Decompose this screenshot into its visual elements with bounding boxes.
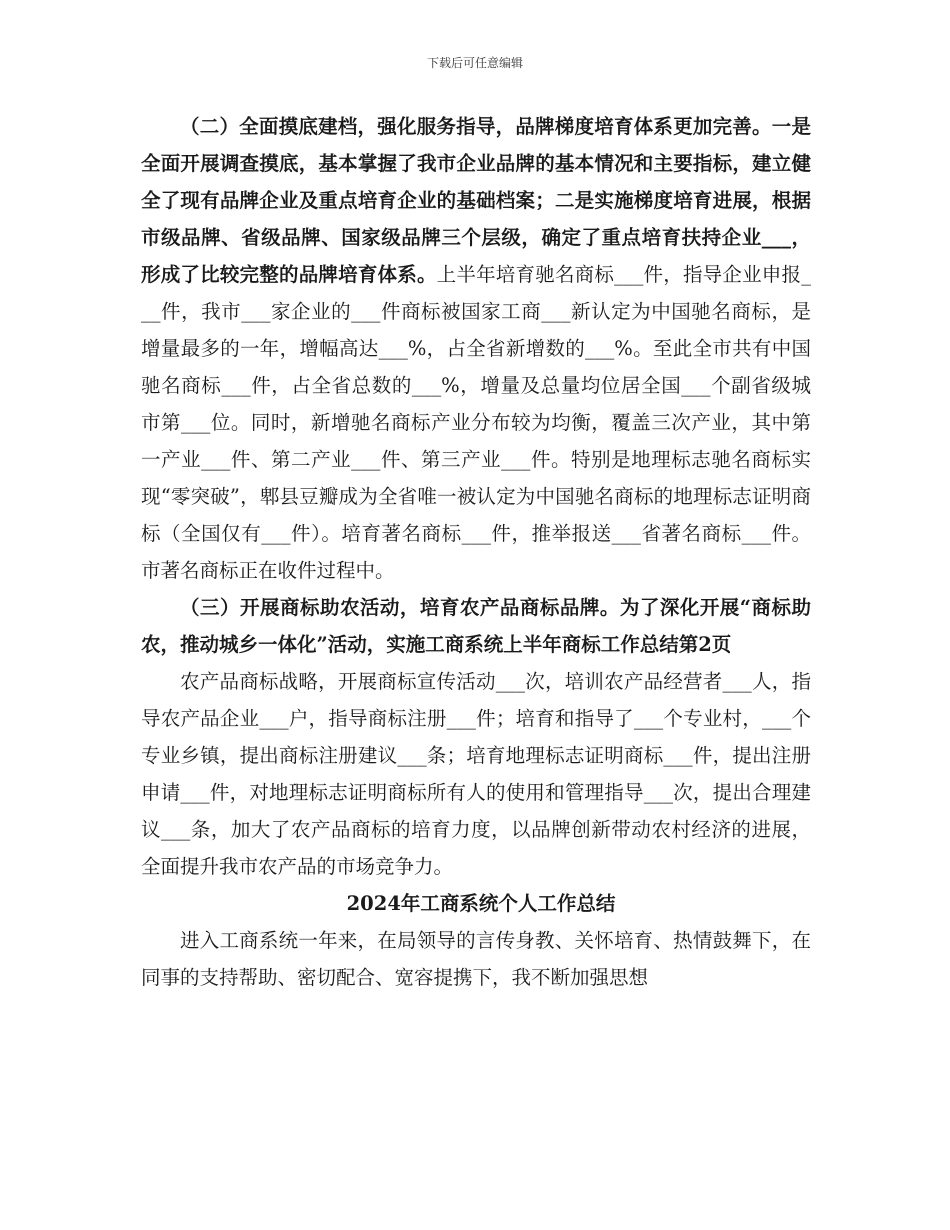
- section-3-heading-text: （三）开展商标助农活动，培育农产品商标品牌。为了深化开展“商标助农，推动城乡一体化”活动，实施工商系统上半年商标工作总结第2页: [141, 596, 811, 656]
- section-2-heading-text: （二）全面摸底建档，强化服务指导，品牌梯度培育体系更加完善。一是全面开展调查摸底，基本掌握了我市企业品牌的基本情况和主要指标，建立健全了现有品牌企业及重点培育企业的基础档案；二是实施梯度培育进展，根据市级品牌、省级品牌、国家级品牌三个层级，确定了重点培育扶持企业___，形成了比较完整的品牌培育体系。: [141, 115, 811, 286]
- section-3-paragraph: [141, 589, 811, 663]
- document-body: [141, 108, 811, 996]
- section-3-body-paragraph: 农产品商标战略，开展商标宣传活动___次，培训农产品经营者___人，指导农产品企业___户，指导商标注册___件；培育和指导了___个专业村，___个专业乡镇，提出商标注册建议___条；培育地理标志证明商标___件，提出注册申请___件，对地理标志证明商标所有人的使用和管理指导___次，提出合理建议___条，加大了农产品商标的培育力度，以品牌创新带动农村经济的进展，全面提升我市农产品的市场竞争力。: [141, 670, 811, 878]
- intro-paragraph: 进入工商系统一年来，在局领导的言传身教、关怀培育、热情鼓舞下，在同事的支持帮助、密切配合、宽容提携下，我不断加强思想: [141, 929, 811, 989]
- document-section-title: 2024年工商系统个人工作总结: [346, 892, 616, 915]
- section-2-paragraph: [141, 108, 811, 589]
- page-header: 下载后可任意编辑: [426, 56, 523, 70]
- section-2-body-text: 上半年培育驰名商标___件，指导企业申报___件，我市___家企业的___件商标被国家工商___新认定为中国驰名商标，是增量最多的一年，增幅高达___%，占全省新增数的___%。至此全市共有中国驰名商标___件，占全省总数的___%，增量及总量均位居全国___个副省级城市第___位。同时，新增驰名商标产业分布较为均衡，覆盖三次产业，其中第一产业___件、第二产业___件、第三产业___件。特别是地理标志驰名商标实现“零突破”，郫县豆瓣成为全省唯一被认定为中国驰名商标的地理标志证明商标（全国仅有___件）。培育著名商标___件，推举报送___省著名商标___件。市著名商标正在收件过程中。: [141, 263, 811, 582]
